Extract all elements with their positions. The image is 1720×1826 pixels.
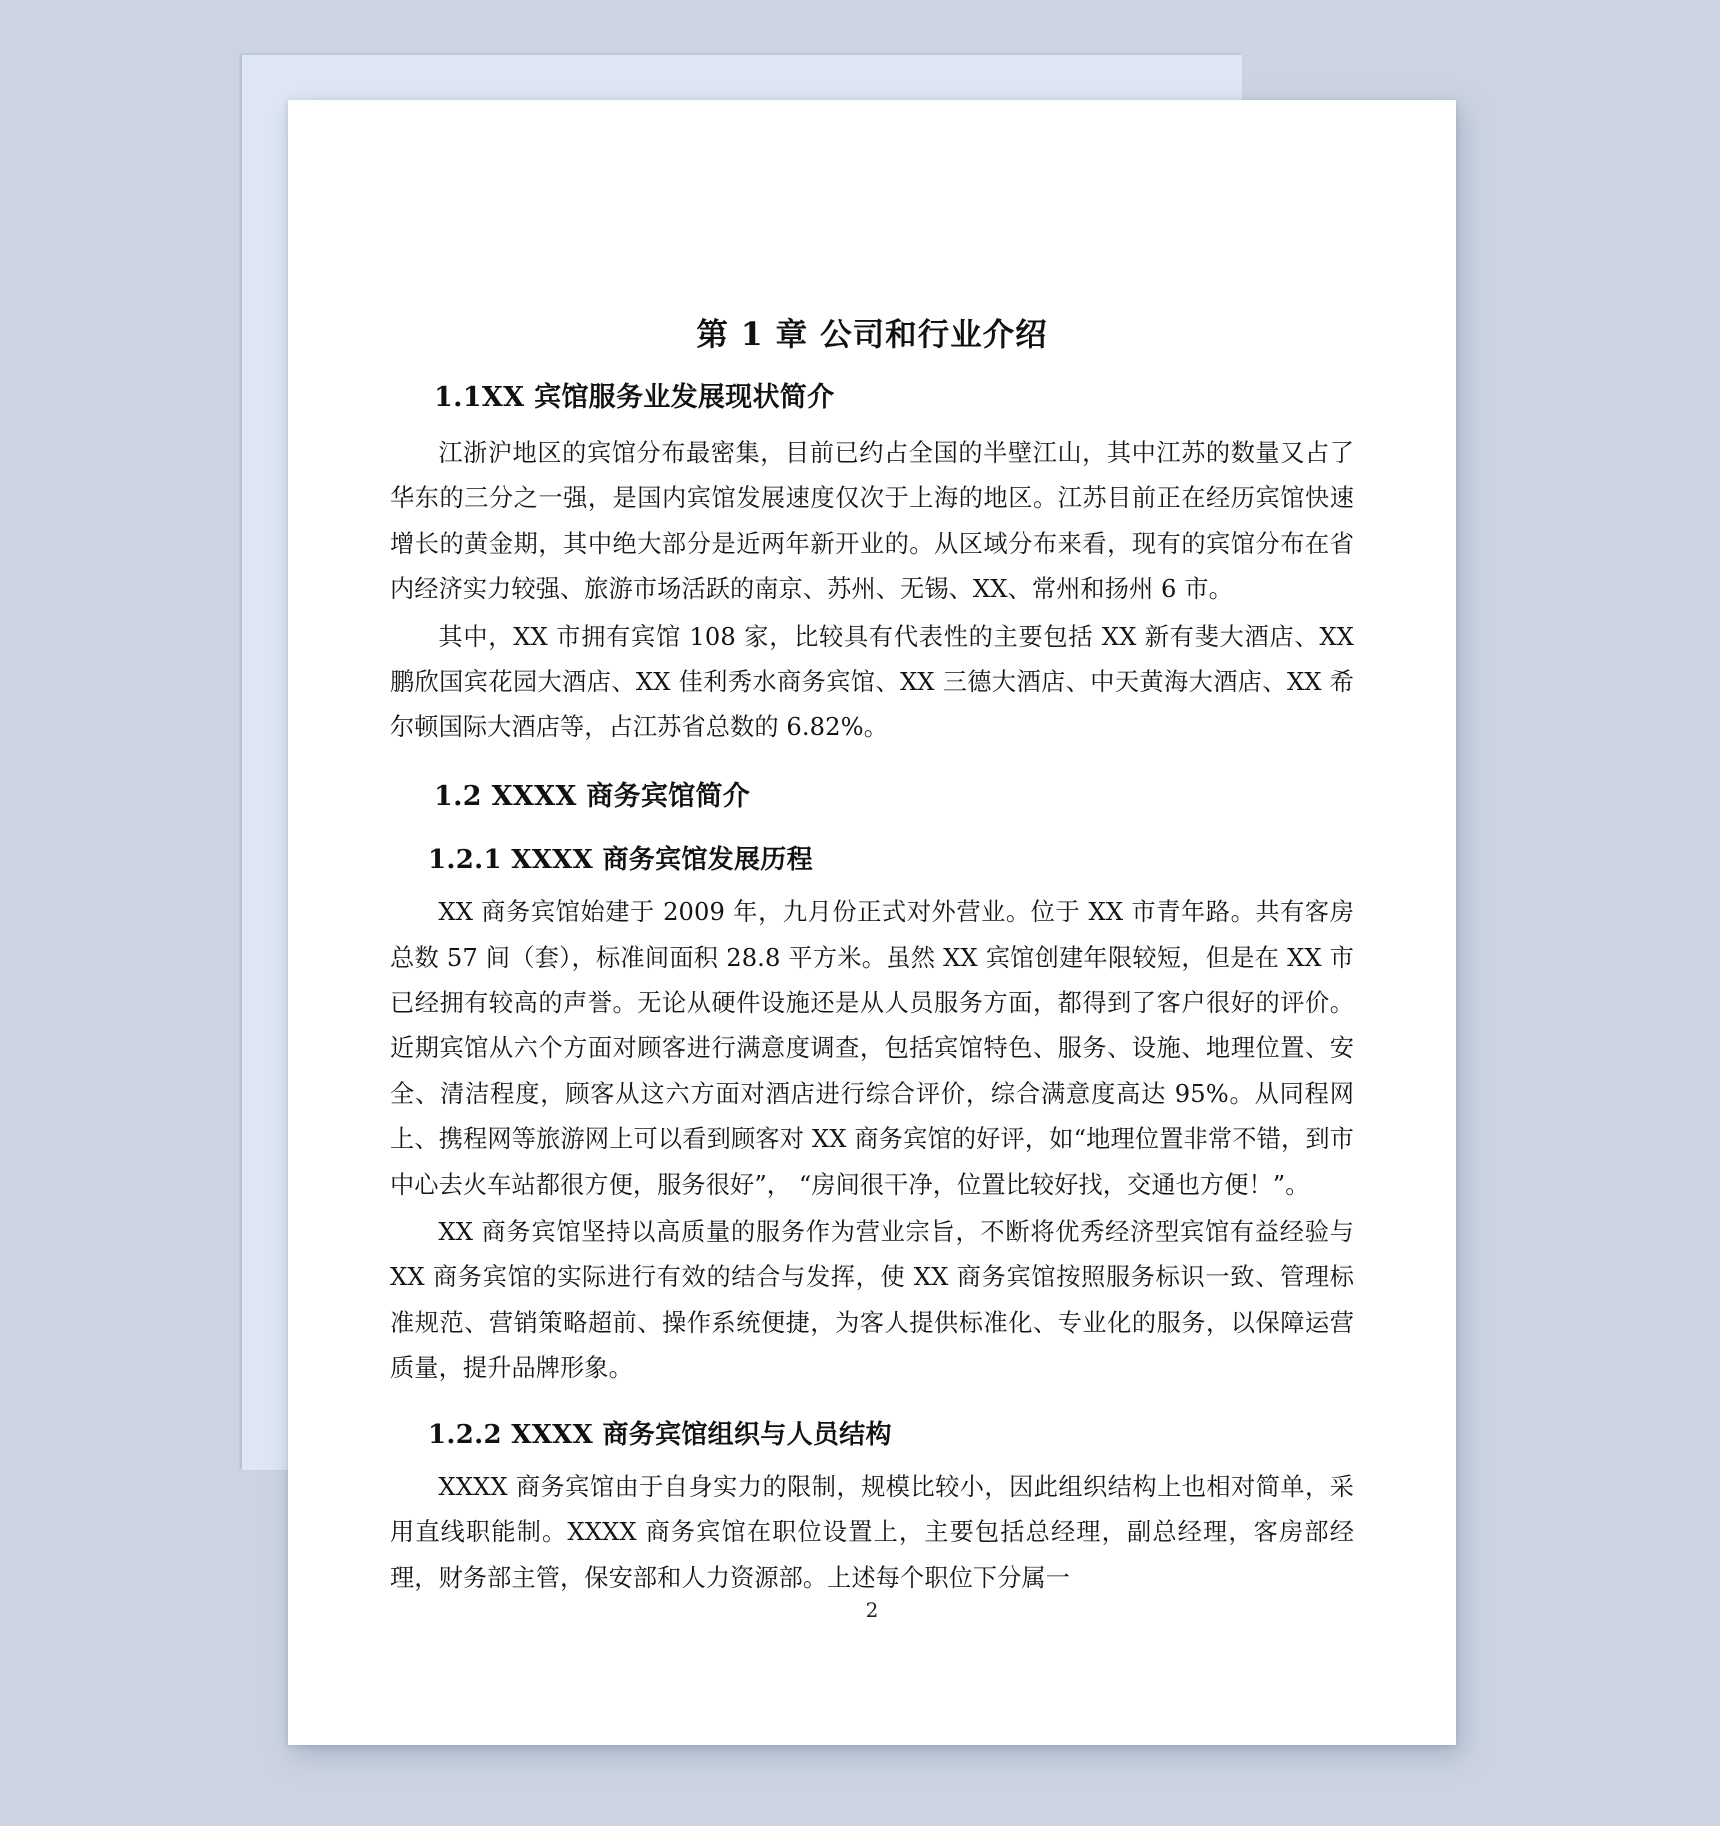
paragraph-1-2-1-a: XX 商务宾馆始建于 2009 年，九月份正式对外营业。位于 XX 市青年路。共有客房总数 57 间（套），标准间面积 28.8 平方米。虽然 XX 宾馆创建年限较短，但是在 XX 市已经拥有较高的声誉。无论从硬件设施还是从人员服务方面，都得到了客户很好的评价。近期宾馆从六个方面对顾客进行满意度调查，包括宾馆特色、服务、设施、地理位置、安全、清洁程度，顾客从这六方面对酒店进行综合评价，综合满意度高达 95%。从同程网上、携程网等旅游网上可以看到顾客对 XX 商务宾馆的好评，如“地理位置非常不错，到市中心去火车站都很方便，服务很好”， “房间很干净，位置比较好找，交通也方便！”。 xyxy=(390,898,1354,1199)
section-heading-1-2-1: 1.2.1 XXXX 商务宾馆发展历程 xyxy=(428,845,813,876)
page-number: 2 xyxy=(865,1598,879,1622)
paragraph-1-1-b: 其中，XX 市拥有宾馆 108 家，比较具有代表性的主要包括 XX 新有斐大酒店、XX 鹏欣国宾花园大酒店、XX 佳利秀水商务宾馆、XX 三德大酒店、中天黄海大酒店、XX 希尔顿国际大酒店等，占江苏省总数的 6.82%。 xyxy=(390,622,1354,742)
page-content xyxy=(288,100,1456,1745)
paragraph-1-1-a: 江浙沪地区的宾馆分布最密集，目前已约占全国的半壁江山，其中江苏的数量又占了华东的三分之一强，是国内宾馆发展速度仅次于上海的地区。江苏目前正在经历宾馆快速增长的黄金期，其中绝大部分是近两年新开业的。从区域分布来看，现有的宾馆分布在省内经济实力较强、旅游市场活跃的南京、苏州、无锡、XX、常州和扬州 6 市。 xyxy=(390,438,1354,604)
paragraph-1-2-2-a: XXXX 商务宾馆由于自身实力的限制，规模比较小，因此组织结构上也相对简单，采用直线职能制。XXXX 商务宾馆在职位设置上，主要包括总经理，副总经理，客房部经理，财务部主管，保安部和人力资源部。上述每个职位下分属一 xyxy=(390,1472,1354,1592)
section-heading-1-2-2: 1.2.2 XXXX 商务宾馆组织与人员结构 xyxy=(428,1419,892,1450)
section-heading-1-1: 1.1XX 宾馆服务业发展现状简介 xyxy=(434,382,835,414)
chapter-title: 第 1 章 公司和行业介绍 xyxy=(696,316,1048,353)
document-page xyxy=(288,100,1456,1745)
paragraph-1-2-1-b: XX 商务宾馆坚持以高质量的服务作为营业宗旨，不断将优秀经济型宾馆有益经验与 XX 商务宾馆的实际进行有效的结合与发挥，使 XX 商务宾馆按照服务标识一致、管理标准规范、营销策略超前、操作系统便捷，为客人提供标准化、专业化的服务，以保障运营质量，提升品牌形象。 xyxy=(390,1218,1354,1383)
section-heading-1-2: 1.2 XXXX 商务宾馆简介 xyxy=(434,780,751,812)
